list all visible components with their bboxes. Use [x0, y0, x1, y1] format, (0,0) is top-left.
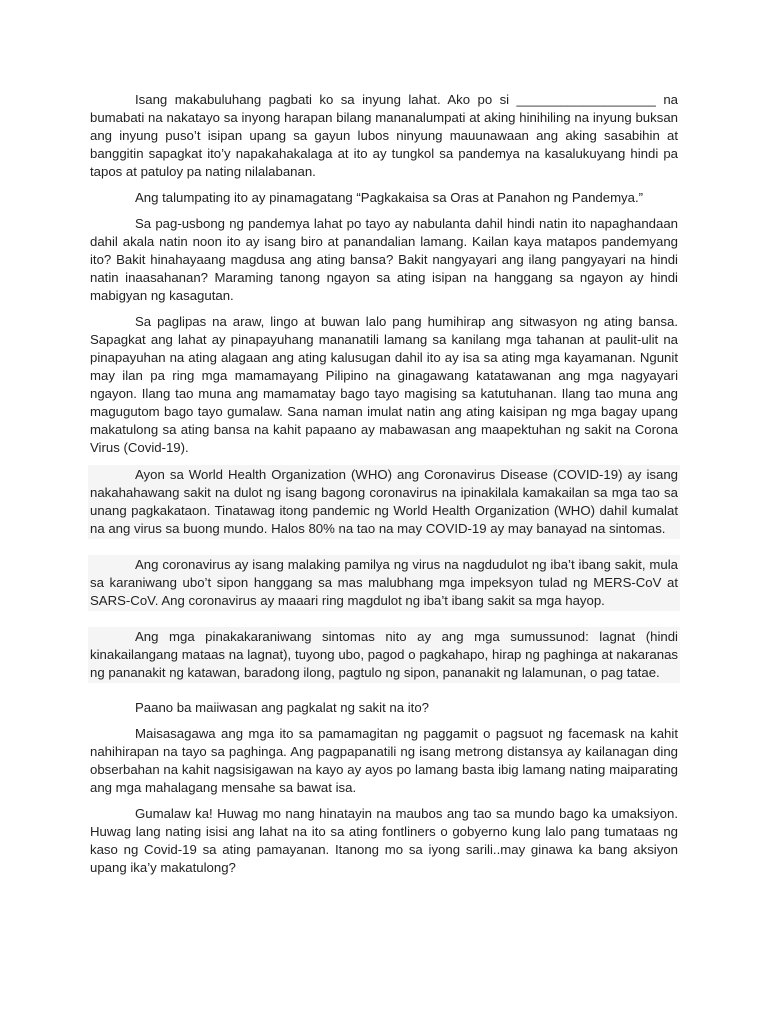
paragraph-prevention-measures: Maisasagawa ang mga ito sa pamamagitan ng paggamit o pagsuot ng facemask na kahit nahihirapan na tayo sa paghinga. Ang pagpapanatili ng isang metrong distansya ay kailanagan ding obserbahan na kahit nagsisigawan na kayo ay ayos po lamang basta ibig lamang nating maiparating ang mga mahalagang mensahe sa bawat isa.: [90, 726, 678, 795]
paragraph-title-statement: Ang talumpating ito ay pinamagatang “Pagkakaisa sa Oras at Panahon ng Pandemya.”: [135, 190, 644, 205]
document-page: [90, 91, 678, 885]
paragraph-call-to-action: Gumalaw ka! Huwag mo nang hinatayin na maubos ang tao sa mundo bago ka umaksiyon. Huwag lang nating isisi ang lahat na ito sa ating fontliners o gobyerno kung lalo pang tumataas ng kaso ng Covid-19 sa ating pamayanan. Itanong mo sa iyong sarili..may ginawa ka bang aksiyon upang ika’y makatulong?: [90, 806, 678, 875]
paragraph-pandemic-questions: Sa pag-usbong ng pandemya lahat po tayo ay nabulanta dahil hindi natin ito napaghandaan dahil akala natin noon ito ay isang biro at panandalian lamang. Kailan kaya matapos pandemyang ito? Bakit hinahayaang magdusa ang ating bansa? Bakit nangyayari ang ilang pangyayari na hindi natin inaasahanan? Maraming tanong ngayon sa ating isipan na hanggang sa ngayon ay hindi mabigyan ng kasagutan.: [90, 216, 678, 303]
paragraph-greeting: Isang makabuluhang pagbati ko sa inyung lahat. Ako po si ___________________ na bumabati na nakatayo sa inyong harapan bilang mananalumpati at aking hinihiling na inyung buksan ang inyung puso’t isipan upang sa gayun lubos ninyung mauunawaan ang aking sasabihin at banggitin sapagkat ito’y napakahakalaga at ito ay tungkol sa pandemya na kasalukuyang hindi pa tapos at patuloy pa nating nilalabanan.: [90, 92, 678, 179]
paragraph-prevention-question: Paano ba maiiwasan ang pagkalat ng sakit na ito?: [135, 700, 429, 715]
paragraph-symptoms: Ang mga pinakakaraniwang sintomas nito ay ang mga sumussunod: lagnat (hindi kinakailangang mataas na lagnat), tuyong ubo, pagod o pagkahapo, hirap ng paghinga at nakaranas ng pananakit ng katawan, baradong ilong, pagtulo ng sipon, pananakit ng lalamunan, o pag tatae.: [88, 627, 680, 683]
paragraph-coronavirus-family: Ang coronavirus ay isang malaking pamilya ng virus na nagdudulot ng iba’t ibang sakit, mula sa karaniwang ubo’t sipon hanggang sa mas malubhang mga impeksyon tulad ng MERS-CoV at SARS-CoV. Ang coronavirus ay maaari ring magdulot ng iba’t ibang sakit sa mga hayop.: [88, 555, 680, 611]
paragraph-situation: Sa paglipas na araw, lingo at buwan lalo pang humihirap ang sitwasyon ng ating bansa. Sapagkat ang lahat ay pinapayuhang mananatili lamang sa kanilang mga tahanan at paulit-ulit na pinapayuhan na ating alagaan ang ating kalusugan dahil ito ay isa sa ating mga kayamanan. Ngunit may ilan pa ring mga mamamayang Pilipino na ginagawang katatawanan ang mga nagyayari ngayon. Ilang tao muna ang mamamatay bago tayo magising sa katutuhanan. Ilang tao muna ang magugutom bago tayo gumalaw. Sana naman imulat natin ang ating kaisipan ng mga bagay upang makatulong sa ating bansa na kahit papaano ay mabawasan ang maapektuhan ng sakit na Corona Virus (Covid-19).: [90, 314, 678, 455]
paragraph-who-definition: Ayon sa World Health Organization (WHO) ang Coronavirus Disease (COVID-19) ay isang nakahahawang sakit na dulot ng isang bagong coronavirus na ipinakilala kamakailan sa mga tao sa unang pagkakataon. Tinatawag itong pandemic ng World Health Organization (WHO) dahil kumalat na ang virus sa buong mundo. Halos 80% na tao na may COVID-19 ay may banayad na sintomas.: [88, 465, 680, 539]
